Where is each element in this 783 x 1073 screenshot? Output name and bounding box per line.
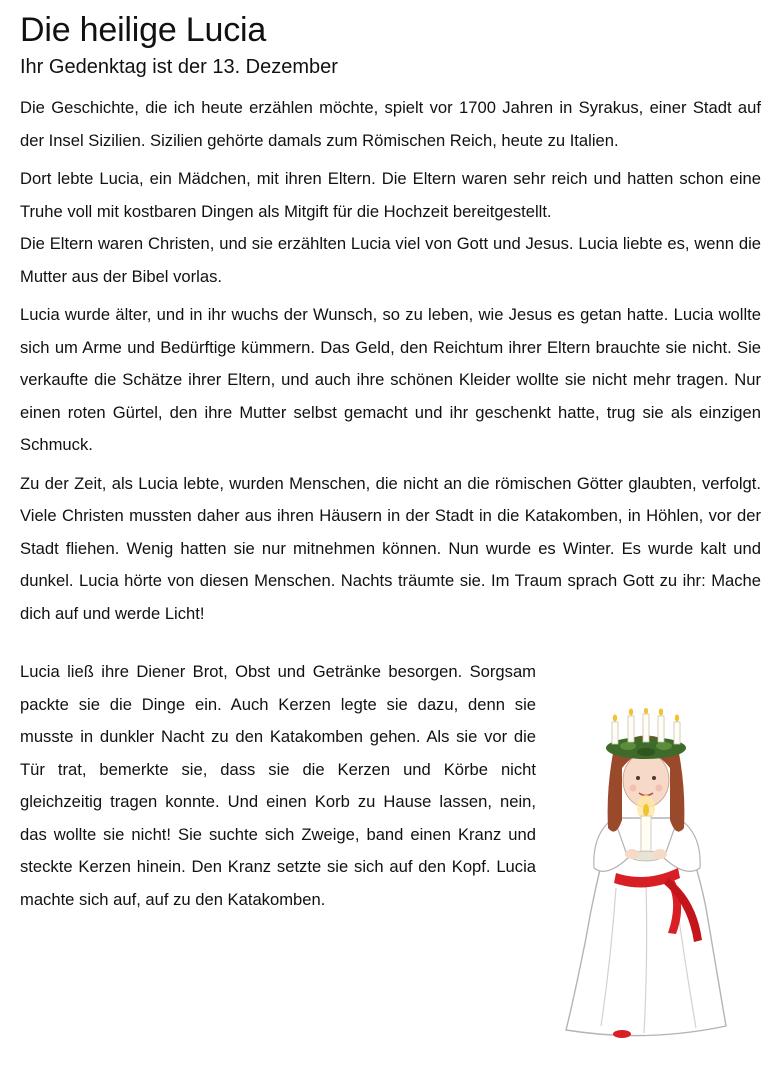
paragraph-4: Lucia wurde älter, und in ihr wuchs der Wunsch, so zu leben, wie Jesus es getan hatte. Lucia wollte sich um Arme und Bedürftige kümmern. Das Geld, den Reichtum ihrer Eltern brauchte sie nicht. Sie verkaufte die Schätze ihrer Eltern, und auch ihre schönen Kleider wollte sie nicht mehr tragen. Nur einen roten Gürtel, den ihre Mutter selbst gemacht und ihr geschenkt hatte, trug sie als einzigen Schmuck. — [20, 305, 761, 454]
document-subtitle: Ihr Gedenktag ist der 13. Dezember — [20, 56, 338, 78]
document-title: Die heilige Lucia — [20, 11, 267, 49]
paragraph-3: Die Eltern waren Christen, und sie erzählten Lucia viel von Gott und Jesus. Lucia liebte es, wenn die Mutter aus der Bibel vorlas. — [20, 234, 761, 286]
paragraph-2: Dort lebte Lucia, ein Mädchen, mit ihren Eltern. Die Eltern waren sehr reich und hatten schon eine Truhe voll mit kostbaren Dingen als Mitgift für die Hochzeit bereitgestellt. — [20, 169, 761, 221]
lucia-illustration — [556, 708, 736, 1043]
paragraph-6: Lucia ließ ihre Diener Brot, Obst und Getränke besorgen. Sorgsam packte sie die Dinge ein. Auch Kerzen legte sie dazu, denn sie musste in dunkler Nacht zu den Katakomben gehen. Als sie vor die Tür trat, bemerkte sie, dass sie die Kerzen und Körbe nicht gleichzeitig tragen konnte. Und einen Korb zu Hause lassen, nein, das wollte sie nicht! Sie suchte sich Zweige, band einen Kranz und steckte Kerzen hinein. Den Kranz setzte sie sich auf den Kopf. Lucia machte sich auf, auf zu den Katakomben. — [20, 662, 536, 909]
paragraph-1: Die Geschichte, die ich heute erzählen möchte, spielt vor 1700 Jahren in Syrakus, einer Stadt auf der Insel Sizilien. Sizilien gehörte damals zum Römischen Reich, heute zu Italien. — [20, 98, 761, 150]
paragraph-5: Zu der Zeit, als Lucia lebte, wurden Menschen, die nicht an die römischen Götter glaubten, verfolgt. Viele Christen mussten daher aus ihren Häusern in der Stadt in die Katakomben, in Höhlen, vor der Stadt fliehen. Wenig hatten sie nur mitnehmen können. Nun wurde es Winter. Es wurde kalt und dunkel. Lucia hörte von diesen Menschen. Nachts träumte sie. Im Traum sprach Gott zu ihr: Mache dich auf und werde Licht! — [20, 473, 761, 623]
wreath-candles — [612, 708, 680, 744]
